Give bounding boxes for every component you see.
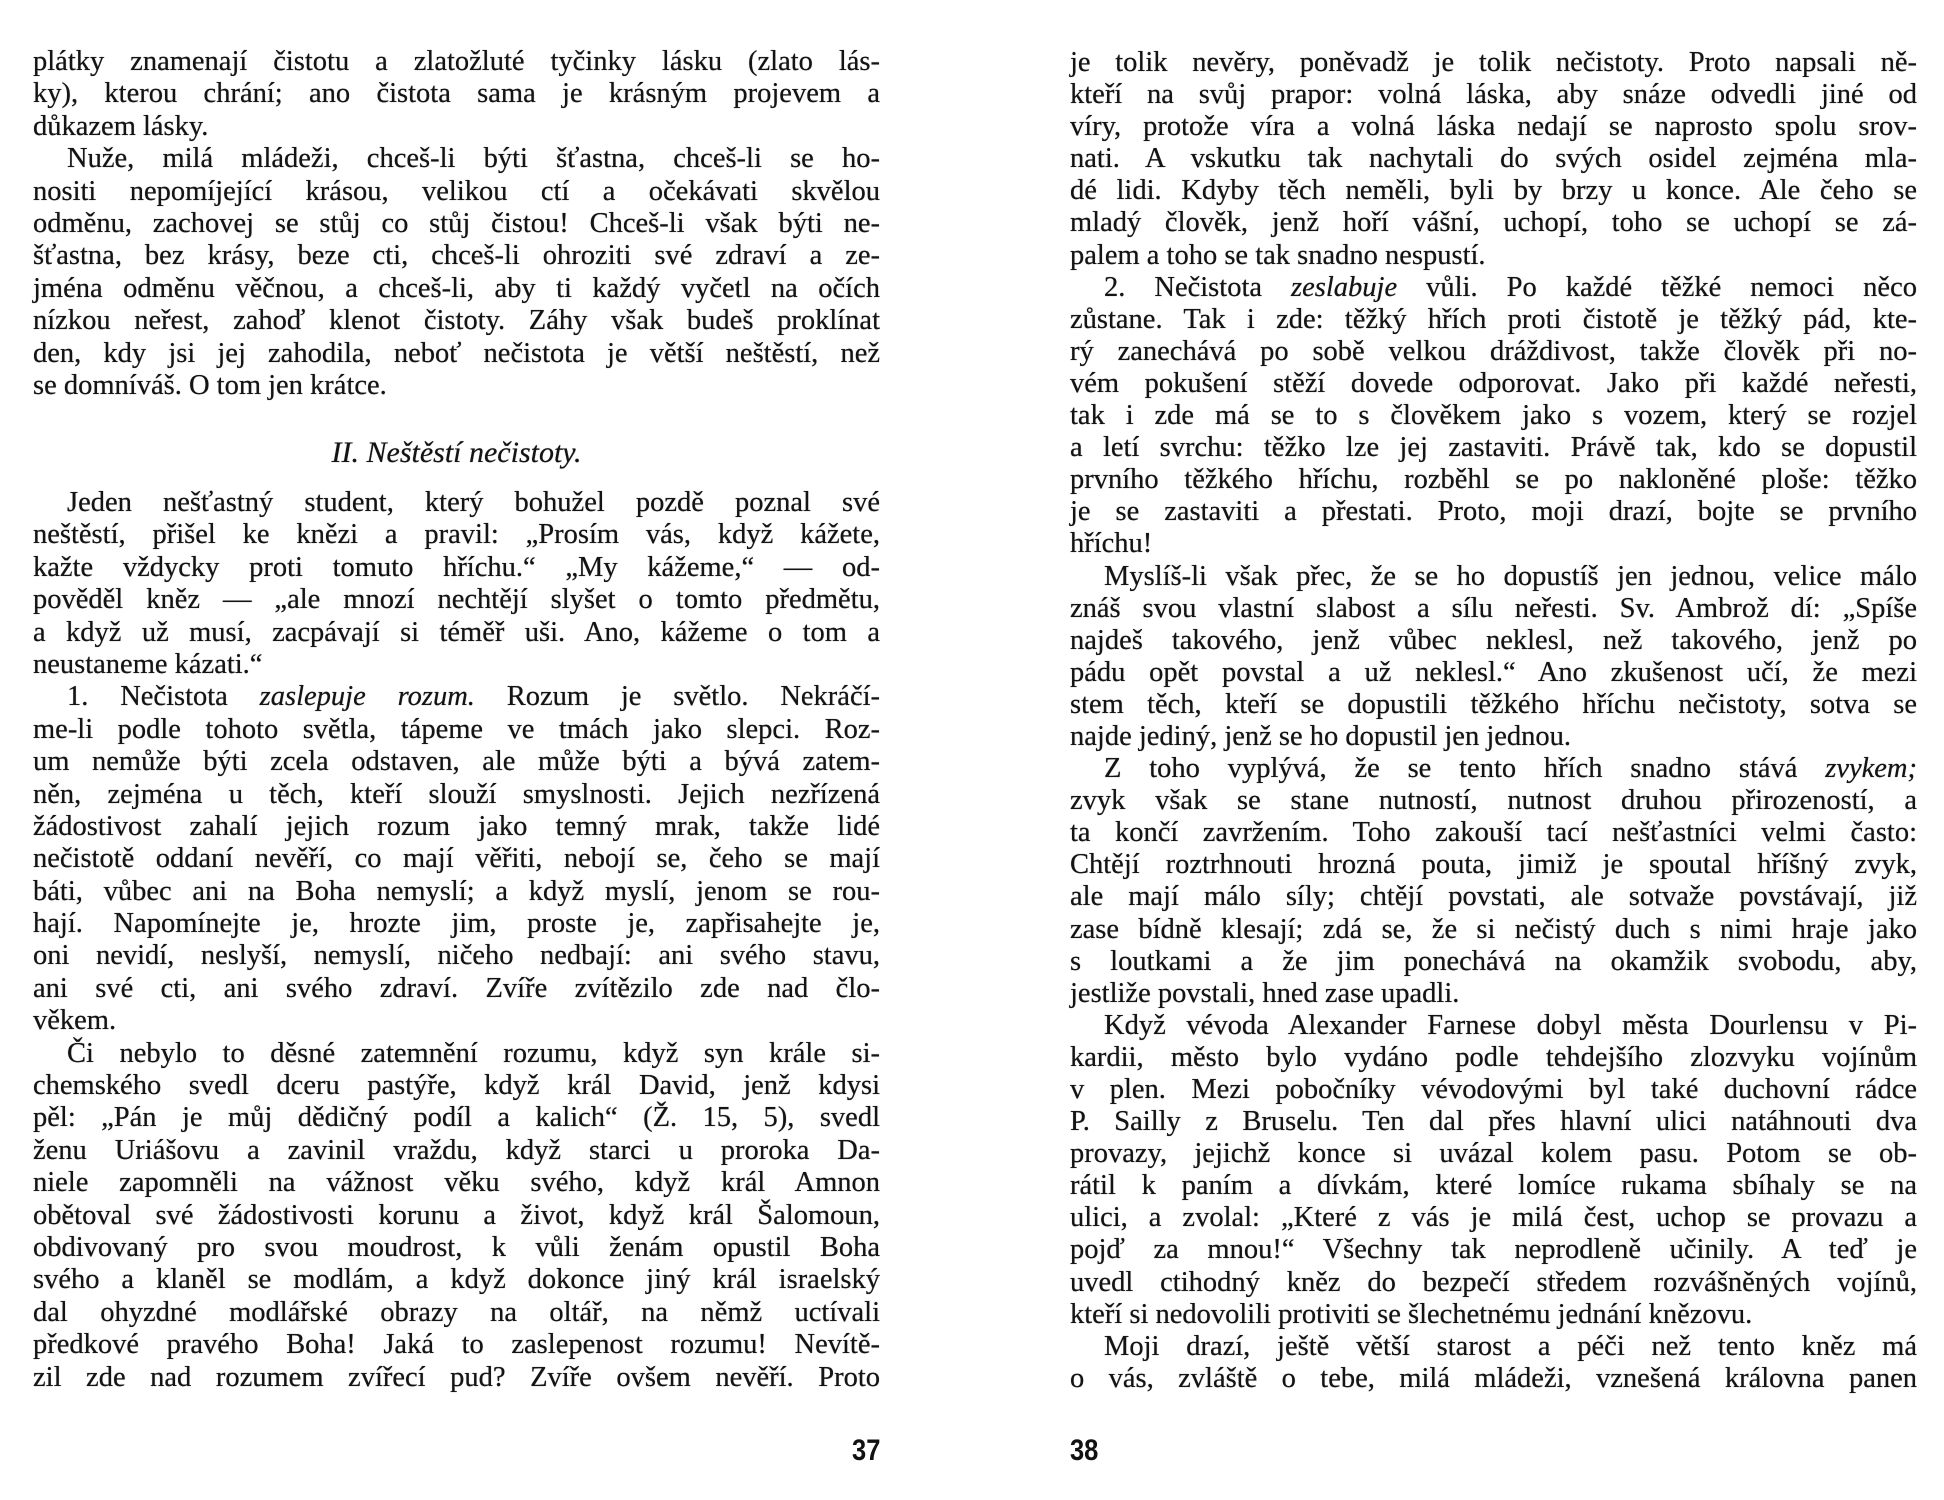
text-line: předkové pravého Boha! Jaká to zaslepenost rozumu! Nevítě- — [33, 1329, 880, 1361]
text-line: niele zapomněli na vážnost věku svého, když král Amnon — [33, 1167, 880, 1199]
text-line: znáš svou vlastní slabost a sílu neřesti. Sv. Ambrož dí: „Spíše — [1070, 592, 1917, 624]
paragraph — [33, 681, 880, 1037]
paragraph — [1070, 1010, 1917, 1331]
text-segment: 2. Nečistota — [1104, 271, 1292, 303]
text-line: kažte vždycky proti tomuto hříchu.“ „My kážeme,“ — od- — [33, 551, 880, 583]
text-line: mladý člověk, jenž hoří vášní, uchopí, toho se uchopí se zá- — [1070, 207, 1917, 239]
page-number-left: 37 — [851, 1434, 880, 1467]
text-segment: 1. Nečistota — [67, 681, 260, 713]
text-segment: Rozum je světlo. Nekráčí- — [474, 681, 880, 713]
text-line: ulici, a zvolal: „Které z vás je milá čest, uchop se provazu a — [1070, 1202, 1917, 1234]
text-line: uvedl ctihodný kněz do bezpečí středem rozvášněných vojínů, — [1070, 1266, 1917, 1298]
text-line: najde jediný, jenž se ho dopustil jen jednou. — [1070, 720, 1572, 752]
paragraph — [1070, 47, 1917, 272]
text-line: o vás, zvláště o tebe, milá mládeži, vznešená královna panen — [1070, 1362, 1917, 1394]
text-line: ale mají málo síly; chtějí povstati, ale sotvaže povstávají, již — [1070, 881, 1917, 913]
text-line: nízkou neřest, zahoď klenot čistoty. Záhy však budeš proklínat — [33, 305, 880, 337]
text-line: pověděl kněz — „ale mnozí nechtějí slyšet o tomto předmětu, — [33, 584, 880, 616]
paragraph — [1070, 272, 1917, 561]
text-line: Moji drazí, ještě větší starost a péči než tento kněz má — [1104, 1330, 1917, 1362]
text-line: vém pokušení stěží dovede odporovat. Jako při každé neřesti, — [1070, 367, 1917, 399]
text-line: provazy, jejichž konce si uvázal kolem pasu. Potom se ob- — [1070, 1138, 1917, 1170]
text-line: svého a klaněl se modlám, a když dokonce jiný král israelský — [33, 1264, 880, 1296]
text-line: um nemůže býti zcela odstaven, ale může býti a bývá zatem- — [33, 746, 880, 778]
emphasized-text: zaslepuje rozum. — [259, 681, 475, 713]
paragraph — [1070, 561, 1917, 754]
text-line: s loutkami a že jim ponechává na okamžik svobodu, aby, — [1070, 945, 1917, 977]
text-line: zůstane. Tak i zde: těžký hřích proti čistotě je těžký pád, kte- — [1070, 303, 1917, 335]
text-line: něn, zejména u těch, kteří slouží smyslnosti. Jejich nezřízená — [33, 778, 880, 810]
text-line: dé lidi. Kdyby těch neměli, byli by brzy u konce. Ale čeho se — [1070, 175, 1917, 207]
text-line: obdivovaný pro svou moudrost, k vůli ženám opustil Boha — [33, 1231, 880, 1263]
text-line: stem těch, kteří se dopustili těžkého hříchu nečistoty, sotva se — [1070, 688, 1917, 720]
text-line: me-li podle tohoto světla, tápeme ve tmách jako slepci. Roz- — [33, 713, 880, 745]
text-line: Či nebylo to děsné zatemnění rozumu, když syn krále si- — [67, 1037, 880, 1069]
text-line: den, kdy jsi jej zahodila, neboť nečistota je větší neštěstí, než — [33, 337, 880, 369]
text-line: důkazem lásky. — [33, 110, 209, 142]
emphasized-text: zvykem; — [1825, 753, 1917, 785]
text-line: Když vévoda Alexander Farnese dobyl města Dourlensu v Pi- — [1104, 1009, 1917, 1041]
text-line: hříchu! — [1070, 528, 1153, 560]
text-line: ky), kterou chrání; ano čistota sama je krásným projevem a — [33, 78, 880, 110]
text-line: ta končí zavržením. Toho zakouší tací nešťastníci velmi často: — [1070, 817, 1917, 849]
text-line: plátky znamenají čistotu a zlatožluté tyčinky lásku (zlato lás- — [33, 46, 880, 77]
text-line: dal ohyzdné modlářské obrazy na oltář, na němž uctívali — [33, 1296, 880, 1328]
text-line — [1070, 272, 1917, 304]
emphasized-text: zeslabuje — [1291, 271, 1398, 303]
page-number-right: 38 — [1070, 1434, 1099, 1467]
text-line: neustaneme kázati.“ — [33, 648, 263, 680]
text-line: zase bídně klesají; zdá se, že si nečistý duch s nimi hraje jako — [1070, 913, 1917, 945]
text-line: víry, protože víra a volná láska nedají se naprosto spolu srov- — [1070, 111, 1917, 143]
text-line: zvyk však se stane nutností, nutnost druhou přirozeností, a — [1070, 785, 1917, 817]
text-line: v plen. Mezi pobočníky vévodovými byl také duchovní rádce — [1070, 1074, 1917, 1105]
text-line: a když už musí, zacpávají si téměř uši. Ano, kážeme o tom a — [33, 616, 880, 648]
text-line: jestliže povstali, hned zase upadli. — [1070, 977, 1460, 1009]
text-line: neštěstí, přišel ke knězi a pravil: „Prosím vás, když kážete, — [33, 519, 880, 551]
text-line: jména odměnu věčnou, a chceš-li, aby ti každý vyčetl na očích — [33, 272, 880, 304]
text-line: nečistotě oddaní nevěří, co mají věřiti, nebojí se, čeho se mají — [33, 843, 880, 875]
paragraph — [33, 143, 880, 402]
text-line: P. Sailly z Bruselu. Ten dal přes hlavní ulici natáhnouti dva — [1070, 1106, 1917, 1138]
text-line: ani své cti, ani svého zdraví. Zvíře zvítězilo zde nad člo- — [33, 972, 880, 1004]
text-line: Chtějí roztrhnouti hrozná pouta, jimiž je spoutal hříšný zvyk, — [1070, 849, 1917, 881]
right-page-text — [1070, 47, 1917, 1395]
text-line: žádostivost zahalí jejich rozum jako temný mrak, takže lidé — [33, 810, 880, 842]
text-line: rý zanechává po sobě velkou dráždivost, takže člověk při no- — [1070, 335, 1917, 367]
text-line: Jeden nešťastný student, který bohužel pozdě poznal své — [67, 487, 880, 518]
left-page-text-top — [33, 46, 880, 402]
text-line: obětoval své žádostivosti korunu a život, když král Šalomoun, — [33, 1199, 880, 1231]
text-line: nati. A vskutku tak nachytali do svých osidel zejména mla- — [1070, 143, 1917, 175]
text-line: chemského svedl dceru pastýře, když král David, jenž kdysi — [33, 1070, 880, 1102]
section-heading: II. Neštěstí nečistoty. — [331, 436, 582, 469]
text-line: najdeš takového, jenž vůbec neklesl, než takového, jenž po — [1070, 624, 1917, 656]
text-line — [1070, 753, 1917, 785]
text-line: Nuže, milá mládeži, chceš-li býti šťastna, chceš-li se ho- — [67, 143, 880, 175]
text-line: a letí svrchu: těžko lze jej zastaviti. Právě tak, kdo se dopustil — [1070, 432, 1917, 464]
text-line: pojď za mnou!“ Všechny tak neprodleně učinily. A teď je — [1070, 1234, 1917, 1266]
text-line: tak i zde má se to s člověkem jako s vozem, který se rozjel — [1070, 400, 1917, 432]
text-segment: vůli. Po každé těžké nemoci něco — [1397, 271, 1917, 303]
paragraph — [33, 1038, 880, 1394]
text-line: prvního těžkého hříchu, rozběhl se po nakloněné ploše: těžko — [1070, 464, 1917, 496]
text-line: je se zastaviti a přestati. Proto, moji drazí, bojte se prvního — [1070, 496, 1917, 528]
text-line — [33, 681, 880, 713]
text-line: hají. Napomínejte je, hrozte jim, proste je, zapřisahejte je, — [33, 908, 880, 940]
paragraph — [1070, 753, 1917, 1010]
text-line: kardii, město bylo vydáno podle tehdejšího zlozvyku vojínům — [1070, 1041, 1917, 1073]
text-line: ženu Uriášovu a zavinil vraždu, když starci u proroka Da- — [33, 1134, 880, 1166]
text-line: báti, vůbec ani na Boha nemyslí; a když myslí, jenom se rou- — [33, 875, 880, 907]
paragraph — [33, 46, 880, 143]
text-line: zil zde nad rozumem zvířecí pud? Zvíře ovšem nevěří. Proto — [33, 1361, 880, 1393]
text-line: Myslíš-li však přec, že se ho dopustíš jen jednou, velice málo — [1104, 560, 1917, 592]
text-line: odměnu, zachovej se stůj co stůj čistou! Chceš-li však býti ne- — [33, 207, 880, 239]
text-line: kteří si nedovolili protiviti se šlechetnému jednání knězovu. — [1070, 1298, 1753, 1330]
text-line: kteří na svůj prapor: volná láska, aby snáze odvedli jiné od — [1070, 79, 1917, 111]
left-page-text-bottom — [33, 487, 880, 1394]
text-line: pádu opět povstal a už neklesl.“ Ano zkušenost učí, že mezi — [1070, 656, 1917, 688]
paragraph — [1070, 1331, 1917, 1395]
text-segment: Z toho vyplývá, že se tento hřích snadno stává — [1104, 753, 1826, 785]
text-line: palem a toho se tak snadno nespustí. — [1070, 239, 1486, 271]
text-line: se domníváš. O tom jen krátce. — [33, 369, 387, 401]
text-line: nositi nepomíjející krásou, velikou ctí a očekávati skvělou — [33, 175, 880, 207]
text-line: oni nevidí, neslyší, nemyslí, ničeho nedbají: ani svého stavu, — [33, 940, 880, 972]
text-line: rátil k paním a dívkám, které lomíce rukama sbíhaly se na — [1070, 1170, 1917, 1202]
text-line: pěl: „Pán je můj dědičný podíl a kalich“ (Ž. 15, 5), svedl — [33, 1102, 880, 1134]
text-line: šťastna, bez krásy, beze cti, chceš-li ohroziti své zdraví a ze- — [33, 240, 880, 272]
paragraph — [33, 487, 880, 681]
text-line: je tolik nevěry, poněvadž je tolik nečistoty. Proto napsali ně- — [1070, 47, 1917, 78]
text-line: věkem. — [33, 1005, 117, 1037]
